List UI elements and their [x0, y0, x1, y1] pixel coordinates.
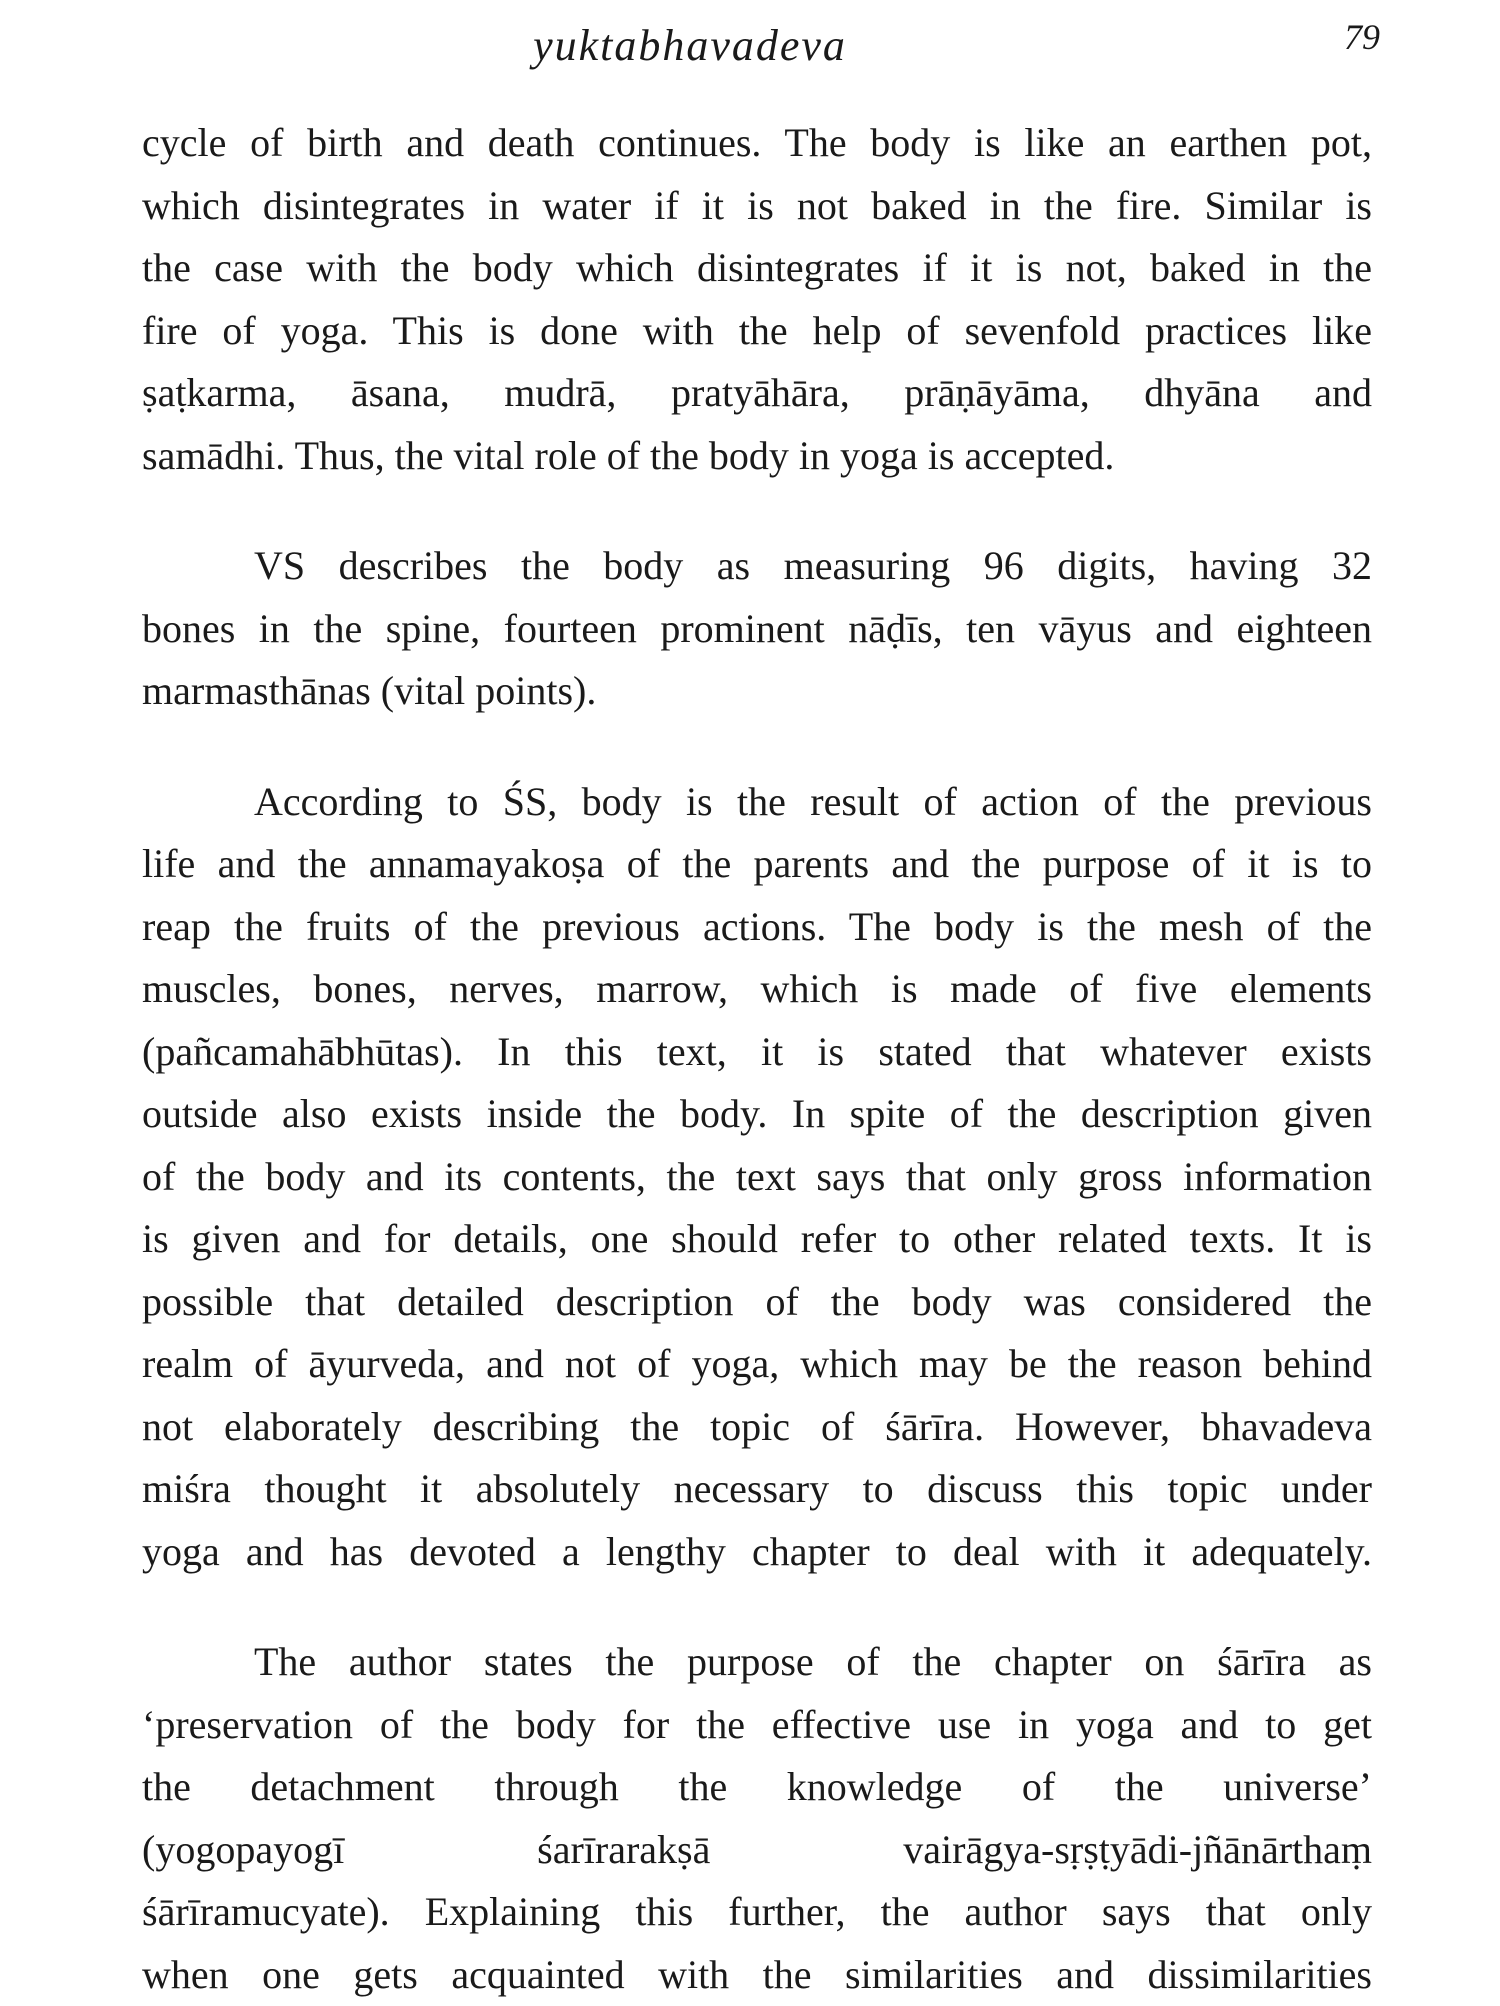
- text-line: bones in the spine, fourteen prominent nāḍīs, ten vāyus and eighteen: [142, 598, 1372, 661]
- text-line: yoga and has devoted a lengthy chapter to deal with it adequately.: [142, 1521, 1372, 1584]
- text-line: śārīramucyate). Explaining this further, the author says that only: [142, 1881, 1372, 1944]
- paragraph-3: [142, 771, 1372, 1584]
- body-text: [142, 112, 1372, 2006]
- text-line: cycle of birth and death continues. The body is like an earthen pot,: [142, 112, 1372, 175]
- text-line: reap the fruits of the previous actions. The body is the mesh of the: [142, 896, 1372, 959]
- paragraph-2: [142, 535, 1372, 723]
- text-line: ṣaṭkarma, āsana, mudrā, pratyāhāra, prāṇāyāma, dhyāna and: [142, 362, 1372, 425]
- text-line: realm of āyurveda, and not of yoga, which may be the reason behind: [142, 1333, 1372, 1396]
- text-line: (yogopayogī śarīrarakṣā vairāgya-sṛṣṭyādi-jñānārthaṃ: [142, 1819, 1372, 1882]
- text-line: when one gets acquainted with the similarities and dissimilarities: [142, 1944, 1372, 2006]
- text-line: which disintegrates in water if it is not baked in the fire. Similar is: [142, 175, 1372, 238]
- text-line: muscles, bones, nerves, marrow, which is made of five elements: [142, 958, 1372, 1021]
- text-line: the case with the body which disintegrates if it is not, baked in the: [142, 237, 1372, 300]
- paragraph-1: [142, 112, 1372, 487]
- text-line: miśra thought it absolutely necessary to discuss this topic under: [142, 1458, 1372, 1521]
- text-line: The author states the purpose of the chapter on śārīra as: [142, 1631, 1372, 1694]
- running-head: [0, 14, 1500, 84]
- text-line: fire of yoga. This is done with the help of sevenfold practices like: [142, 300, 1372, 363]
- text-line: (pañcamahābhūtas). In this text, it is stated that whatever exists: [142, 1021, 1372, 1084]
- page-number: 79: [1344, 16, 1380, 58]
- text-line: possible that detailed description of the body was considered the: [142, 1271, 1372, 1334]
- text-line: marmasthānas (vital points).: [142, 660, 1372, 723]
- running-title: yuktabhavadeva: [0, 20, 1440, 71]
- text-line: ‘preservation of the body for the effective use in yoga and to get: [142, 1694, 1372, 1757]
- text-line: the detachment through the knowledge of the universe’: [142, 1756, 1372, 1819]
- text-line: of the body and its contents, the text says that only gross information: [142, 1146, 1372, 1209]
- text-line: outside also exists inside the body. In spite of the description given: [142, 1083, 1372, 1146]
- text-line: not elaborately describing the topic of śārīra. However, bhavadeva: [142, 1396, 1372, 1459]
- text-line: According to ŚS, body is the result of action of the previous: [142, 771, 1372, 834]
- text-line: samādhi. Thus, the vital role of the body in yoga is accepted.: [142, 425, 1372, 488]
- text-line: VS describes the body as measuring 96 digits, having 32: [142, 535, 1372, 598]
- text-line: life and the annamayakoṣa of the parents and the purpose of it is to: [142, 833, 1372, 896]
- paragraph-4: [142, 1631, 1372, 2006]
- text-line: is given and for details, one should refer to other related texts. It is: [142, 1208, 1372, 1271]
